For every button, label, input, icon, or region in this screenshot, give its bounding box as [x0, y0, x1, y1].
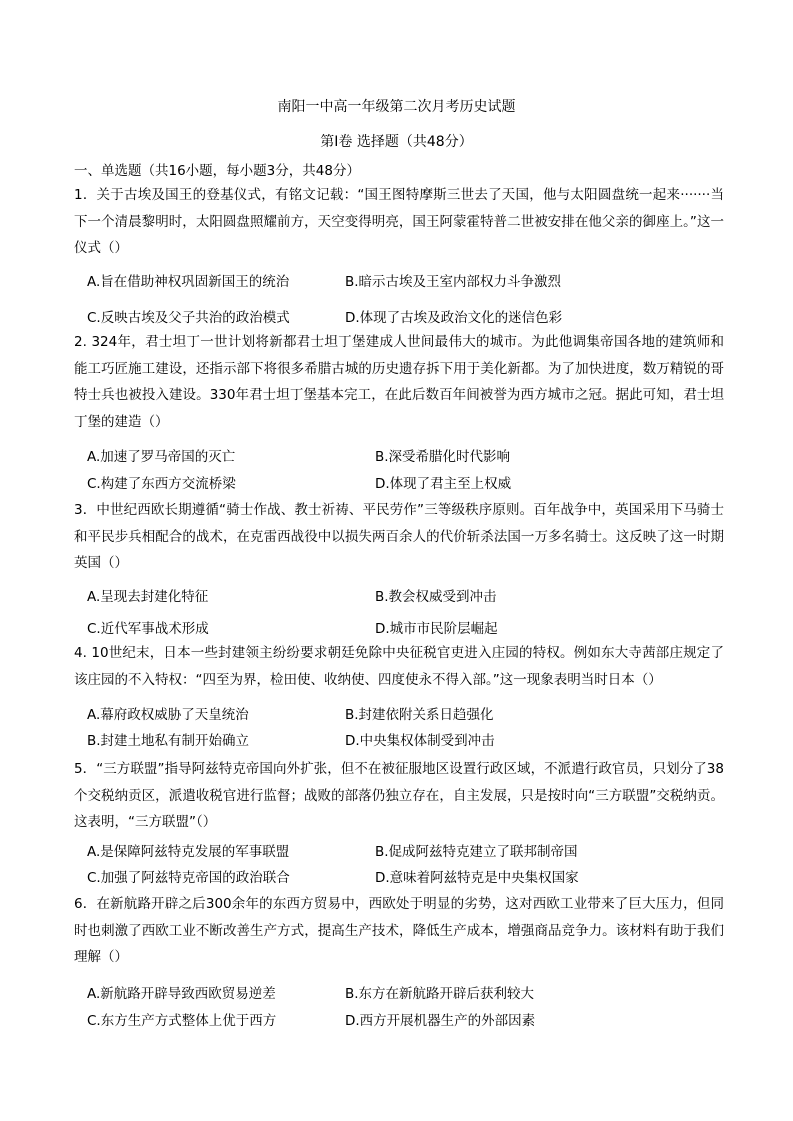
question-2-option-c: C.构建了东西方交流桥梁 — [87, 476, 236, 492]
question-4-option-d: D.中央集权体制受到冲击 — [345, 733, 495, 749]
question-3-option-d: D.城市市民阶层崛起 — [375, 621, 498, 637]
question-3-option-b: B.教会权威受到冲击 — [375, 589, 497, 605]
question-4-option-a: A.幕府政权威胁了天皇统治 — [87, 707, 249, 723]
question-6-option-a: A.新航路开辟导致西欧贸易逆差 — [87, 986, 276, 1002]
question-3-stem: 3．中世纪西欧长期遵循“骑士作战、教士祈祷、平民劳作”三等级秩序原则。百年战争中，英国采用下马骑士和平民步兵相配合的战术，在克雷西战役中以损失两百余人的代价斩杀法国一万多名骑士。这反映了这一时期英国（） — [74, 502, 724, 571]
question-2-option-b: B.深受希腊化时代影响 — [375, 449, 511, 465]
question-2-option-a: A.加速了罗马帝国的灭亡 — [87, 449, 236, 465]
question-1-option-c: C.反映古埃及父子共治的政治模式 — [87, 310, 290, 326]
question-6-option-b: B.东方在新航路开辟后获利较大 — [345, 986, 535, 1002]
question-1-stem: 1．关于古埃及国王的登基仪式，有铭文记载：“国王图特摩斯三世去了天国，他与太阳圆盘统一起来·······当下一个清晨黎明时，太阳圆盘照耀前方，天空变得明亮，国王阿蒙霍特普二世被安排在他父亲的御座上。”这一仪式（） — [74, 187, 724, 256]
question-1-option-a: A.旨在借助神权巩固新国王的统治 — [87, 274, 290, 290]
question-5-option-c: C.加强了阿兹特克帝国的政治联合 — [87, 870, 290, 886]
question-5-stem: 5．“三方联盟”指导阿兹特克帝国向外扩张，但不在被征服地区设置行政区域，不派遣行政官员，只划分了38个交税纳贡区，派遣收税官进行监督；战败的部落仍独立存在，自主发展，只是按时向“三方联盟”交税纳贡。这表明，“三方联盟”（） — [74, 761, 724, 830]
question-2-stem: 2. 324年，君士坦丁一世计划将新都君士坦丁堡建成人世间最伟大的城市。为此他调集帝国各地的建筑师和能工巧匠施工建设，还指示部下将很多希腊古城的历史遗存拆下用于美化新都。为了加快进度，数万精锐的哥特士兵也被投入建设。330年君士坦丁堡基本完工，在此后数百年间被誉为西方城市之冠。据此可知，君士坦丁堡的建造（） — [74, 334, 724, 430]
question-5-option-b: B.促成阿兹特克建立了联邦制帝国 — [375, 844, 578, 860]
question-4-option-c: B.封建土地私有制开始确立 — [87, 733, 250, 749]
page-title: 南阳一中高一年级第二次月考历史试题 — [277, 99, 516, 115]
question-3-option-a: A.呈现去封建化特征 — [87, 589, 209, 605]
question-1-option-d: D.体现了古埃及政治文化的迷信色彩 — [345, 310, 563, 326]
section-heading: 一、单选题（共16小题，每小题3分，共48分） — [74, 163, 360, 179]
question-4-option-b: B.封建依附关系日趋强化 — [345, 707, 494, 723]
question-4-stem: 4. 10世纪末，日本一些封建领主纷纷要求朝廷免除中央征税官吏进入庄园的特权。例如东大寺茜部庄规定了该庄园的不入特权：“四至为界，检田使、收纳使、四度使永不得入部。”这一现象表明当时日本（） — [74, 645, 724, 688]
question-6-option-c: C.东方生产方式整体上优于西方 — [87, 1013, 277, 1029]
page-subtitle: 第Ⅰ卷 选择题（共48分） — [320, 134, 473, 150]
question-6-stem: 6．在新航路开辟之后300余年的东西方贸易中，西欧处于明显的劣势，这对西欧工业带来了巨大压力，但同时也刺激了西欧工业不断改善生产方式，提高生产技术，降低生产成本，增强商品竞争力。该材料有助于我们理解（） — [74, 896, 724, 965]
question-5-option-a: A.是保障阿兹特克发展的军事联盟 — [87, 844, 290, 860]
question-6-option-d: D.西方开展机器生产的外部因素 — [345, 1013, 536, 1029]
question-1-option-b: B.暗示古埃及王室内部权力斗争激烈 — [345, 274, 562, 290]
question-5-option-d: D.意味着阿兹特克是中央集权国家 — [375, 870, 579, 886]
question-3-option-c: C.近代军事战术形成 — [87, 621, 209, 637]
question-2-option-d: D.体现了君主至上权威 — [375, 476, 512, 492]
